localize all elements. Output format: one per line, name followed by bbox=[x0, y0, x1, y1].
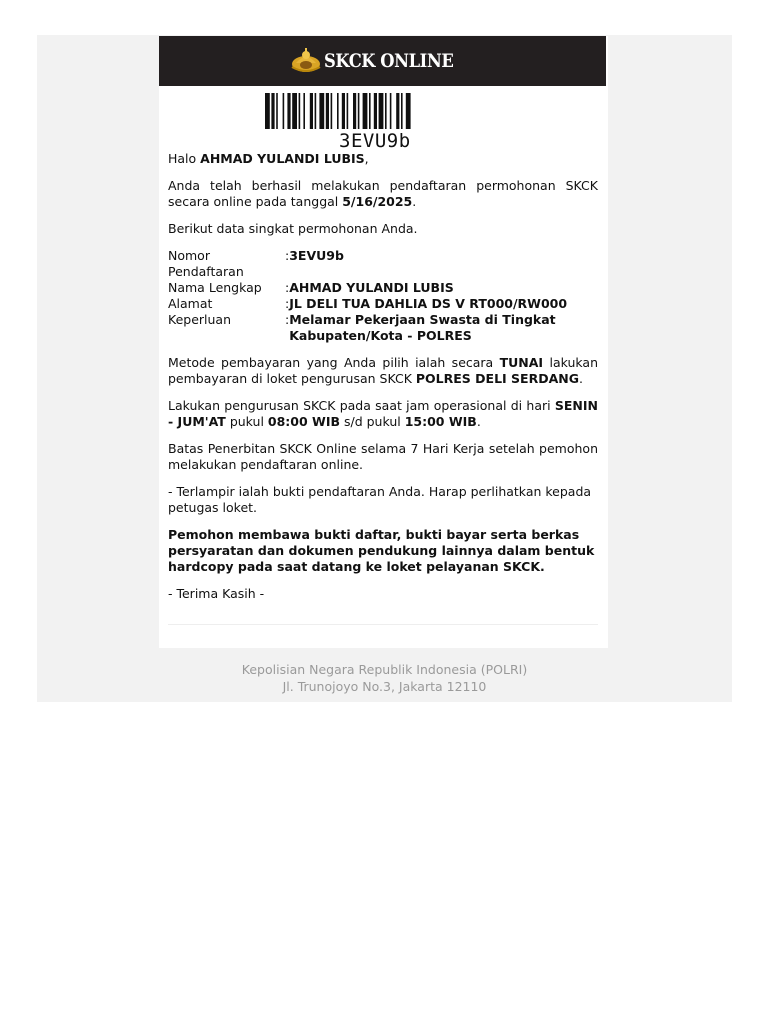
intro-end: . bbox=[412, 194, 417, 209]
barcode-bar bbox=[401, 93, 403, 129]
barcode-bar bbox=[299, 93, 301, 129]
footer bbox=[37, 661, 732, 695]
barcode bbox=[265, 93, 501, 129]
hours-text: Lakukan pengurusan SKCK pada saat jam operasional di hari bbox=[168, 398, 555, 413]
detail-label: Keperluan bbox=[168, 312, 232, 327]
detail-label: Alamat bbox=[168, 296, 213, 311]
detail-row-registration-number bbox=[168, 248, 598, 280]
logo bbox=[290, 47, 475, 75]
detail-value: AHMAD YULANDI LUBIS bbox=[289, 280, 454, 295]
attachment-paragraph: - Terlampir ialah bukti pendaftaran Anda. Harap perlihatkan kepada petugas loket. bbox=[168, 484, 592, 515]
email-card bbox=[159, 36, 608, 648]
detail-value: JL DELI TUA DAHLIA DS V RT000/RW000 bbox=[289, 296, 568, 311]
barcode-bar bbox=[390, 93, 392, 129]
detail-separator: : bbox=[285, 296, 290, 311]
closing-time: 15:00 WIB bbox=[404, 414, 477, 429]
deadline-paragraph: Batas Penerbitan SKCK Online selama 7 Hari Kerja setelah pemohon melakukan pendaftaran online. bbox=[168, 441, 598, 472]
header-banner bbox=[159, 36, 606, 86]
detail-separator: : bbox=[285, 248, 290, 263]
barcode-code-text: 3EVU9b bbox=[339, 130, 411, 152]
greeting-suffix: , bbox=[364, 151, 369, 166]
hours-text: pukul bbox=[225, 414, 268, 429]
footer-org: Kepolisian Negara Republik Indonesia (POLRI) bbox=[241, 662, 528, 677]
detail-row-address bbox=[168, 296, 598, 312]
opening-time: 08:00 WIB bbox=[267, 414, 341, 429]
greeting bbox=[168, 151, 598, 167]
barcode-bar bbox=[303, 93, 305, 129]
barcode-bar bbox=[287, 93, 290, 129]
barcode-bar bbox=[353, 93, 356, 129]
barcode-bar bbox=[292, 93, 297, 129]
payment-text: lakukan pembayaran di loket pengurusan SKCK bbox=[168, 355, 599, 386]
barcode-bar bbox=[331, 93, 333, 129]
barcode-bar bbox=[283, 93, 285, 129]
barcode-bar bbox=[342, 93, 345, 129]
barcode-bar bbox=[326, 93, 329, 129]
payment-text: . bbox=[578, 371, 583, 386]
hours-text: s/d pukul bbox=[340, 414, 405, 429]
detail-row-purpose bbox=[168, 312, 598, 344]
operating-days: SENIN - JUM'AT bbox=[168, 398, 598, 429]
detail-value: 3EVU9b bbox=[289, 248, 344, 263]
barcode-bar bbox=[310, 93, 313, 129]
detail-label: Nama Lengkap bbox=[168, 280, 262, 295]
barcode-bar bbox=[319, 93, 324, 129]
detail-row-full-name bbox=[168, 280, 598, 296]
registration-date: 5/16/2025 bbox=[342, 194, 413, 209]
barcode-bar bbox=[396, 93, 399, 129]
barcode-bar bbox=[369, 93, 371, 129]
police-emblem-icon bbox=[290, 47, 322, 75]
divider bbox=[168, 624, 598, 625]
detail-label: Nomor Pendaftaran bbox=[168, 248, 244, 279]
payment-text: Metode pembayaran yang Anda pilih ialah secara bbox=[168, 355, 500, 370]
barcode-bar bbox=[337, 93, 339, 129]
barcode-bar bbox=[363, 93, 368, 129]
closing-text: - Terima Kasih - bbox=[168, 586, 265, 601]
footer-address: Jl. Trunojoyo No.3, Jakarta 12110 bbox=[282, 679, 487, 694]
payment-method: TUNAI bbox=[499, 355, 544, 370]
greeting-name: AHMAD YULANDI LUBIS bbox=[200, 151, 365, 166]
notice-paragraph bbox=[168, 527, 598, 575]
detail-separator: : bbox=[285, 280, 290, 295]
intro-paragraph bbox=[168, 178, 598, 210]
barcode-bar bbox=[406, 93, 411, 129]
barcode-bar bbox=[358, 93, 360, 129]
barcode-bar bbox=[385, 93, 387, 129]
barcode-bar bbox=[276, 93, 278, 129]
hours-text: . bbox=[476, 414, 481, 429]
barcode-bar bbox=[374, 93, 377, 129]
logo-text: SKCK ONLINE bbox=[324, 50, 454, 72]
notice-text: Pemohon membawa bukti daftar, bukti bayar serta berkas persyaratan dan dokumen pendukung lainnya dalam bentuk hardcopy pada saat datang ke loket pelayanan SKCK. bbox=[168, 527, 595, 574]
barcode-bar bbox=[315, 93, 317, 129]
barcode-bar bbox=[347, 93, 349, 129]
barcode-bar bbox=[265, 93, 270, 129]
hours-paragraph bbox=[168, 398, 598, 430]
details-table bbox=[168, 248, 598, 344]
barcode-bar bbox=[379, 93, 384, 129]
payment-office: POLRES DELI SERDANG bbox=[415, 371, 579, 386]
detail-value: Melamar Pekerjaan Swasta di Tingkat Kabupaten/Kota - POLRES bbox=[289, 312, 556, 343]
summary-intro: Berikut data singkat permohonan Anda. bbox=[168, 221, 418, 236]
intro-text: Anda telah berhasil melakukan pendaftaran permohonan SKCK secara online pada tanggal bbox=[168, 178, 598, 209]
payment-paragraph bbox=[168, 355, 598, 387]
detail-separator: : bbox=[285, 312, 290, 327]
email-body bbox=[168, 151, 598, 613]
barcode-bar bbox=[271, 93, 274, 129]
greeting-prefix: Halo bbox=[168, 151, 201, 166]
